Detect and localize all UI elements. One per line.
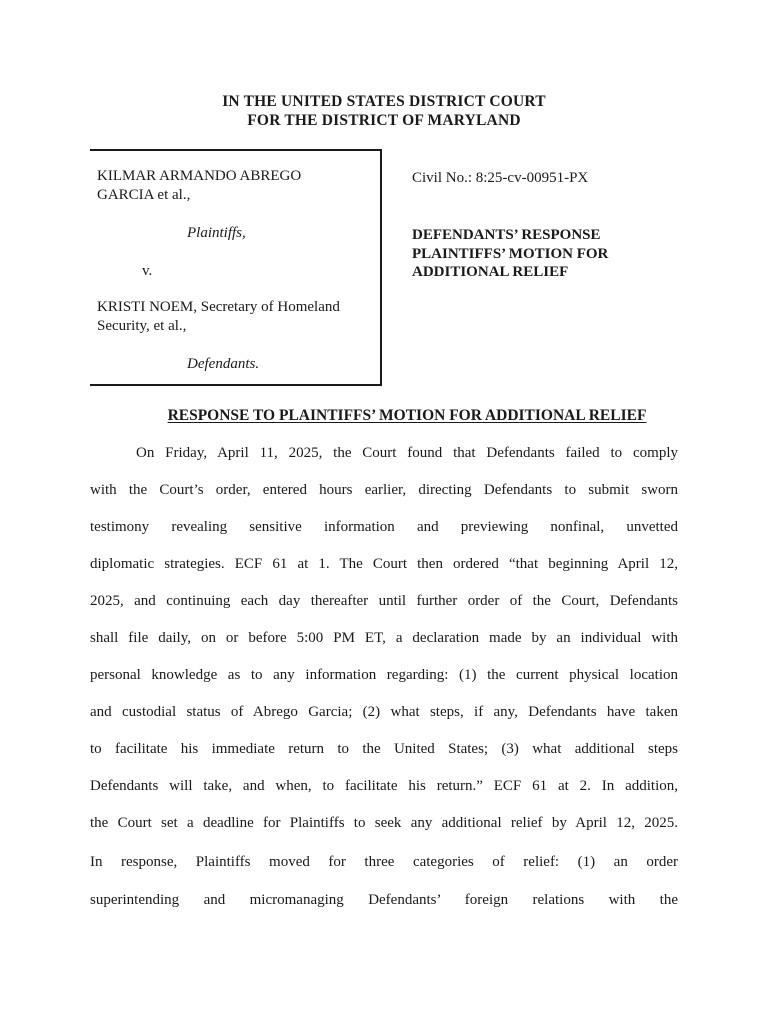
body-line: In response, Plaintiffs moved for three categories of relief: (1) an order bbox=[90, 854, 678, 870]
plaintiff-name bbox=[97, 167, 301, 204]
body-line: personal knowledge as to any information regarding: (1) the current physical location bbox=[90, 667, 678, 683]
body-line: On Friday, April 11, 2025, the Court found that Defendants failed to comply bbox=[136, 445, 678, 461]
court-district-line: FOR THE DISTRICT OF MARYLAND bbox=[247, 112, 521, 129]
court-header bbox=[0, 92, 768, 130]
versus-label: v. bbox=[142, 263, 153, 279]
court-name-line: IN THE UNITED STATES DISTRICT COURT bbox=[222, 93, 546, 110]
document-title-line: DEFENDANTS’ RESPONSE bbox=[412, 227, 601, 243]
body-line: testimony revealing sensitive information and previewing nonfinal, unvetted bbox=[90, 519, 678, 535]
document-title bbox=[412, 226, 608, 282]
body-line: the Court set a deadline for Plaintiffs to seek any additional relief by April 12, 2025. bbox=[90, 815, 678, 831]
defendants-role-label: Defendants. bbox=[187, 356, 260, 372]
body-line: diplomatic strategies. ECF 61 at 1. The Court then ordered “that beginning April 12, bbox=[90, 556, 678, 572]
body-line: 2025, and continuing each day thereafter until further order of the Court, Defendants bbox=[90, 593, 678, 609]
defendant-name bbox=[97, 298, 340, 335]
body-line: to facilitate his immediate return to the United States; (3) what additional steps bbox=[90, 741, 678, 757]
body-line: Defendants will take, and when, to facilitate his return.” ECF 61 at 2. In addition, bbox=[90, 778, 678, 794]
document-title-line: PLAINTIFFS’ MOTION FOR bbox=[412, 245, 609, 262]
document-title-line: ADDITIONAL RELIEF bbox=[412, 264, 569, 280]
defendant-name-line: Security, et al., bbox=[97, 317, 187, 334]
body-line: and custodial status of Abrego Garcia; (2) what steps, if any, Defendants have taken bbox=[90, 704, 678, 720]
plaintiff-name-line: GARCIA et al., bbox=[97, 186, 191, 203]
body-line: superintending and micromanaging Defendants’ foreign relations with the bbox=[90, 892, 678, 908]
case-caption-box bbox=[90, 149, 382, 386]
body-line: with the Court’s order, entered hours earlier, directing Defendants to submit sworn bbox=[90, 482, 678, 498]
body-line: shall file daily, on or before 5:00 PM ET, a declaration made by an individual with bbox=[90, 630, 678, 646]
defendant-name-line: KRISTI NOEM, Secretary of Homeland bbox=[97, 299, 340, 315]
civil-case-number: Civil No.: 8:25-cv-00951-PX bbox=[412, 170, 589, 186]
section-heading: RESPONSE TO PLAINTIFFS’ MOTION FOR ADDITIONAL RELIEF bbox=[167, 407, 647, 424]
plaintiff-name-line: KILMAR ARMANDO ABREGO bbox=[97, 168, 302, 184]
plaintiffs-role-label: Plaintiffs, bbox=[187, 225, 246, 241]
